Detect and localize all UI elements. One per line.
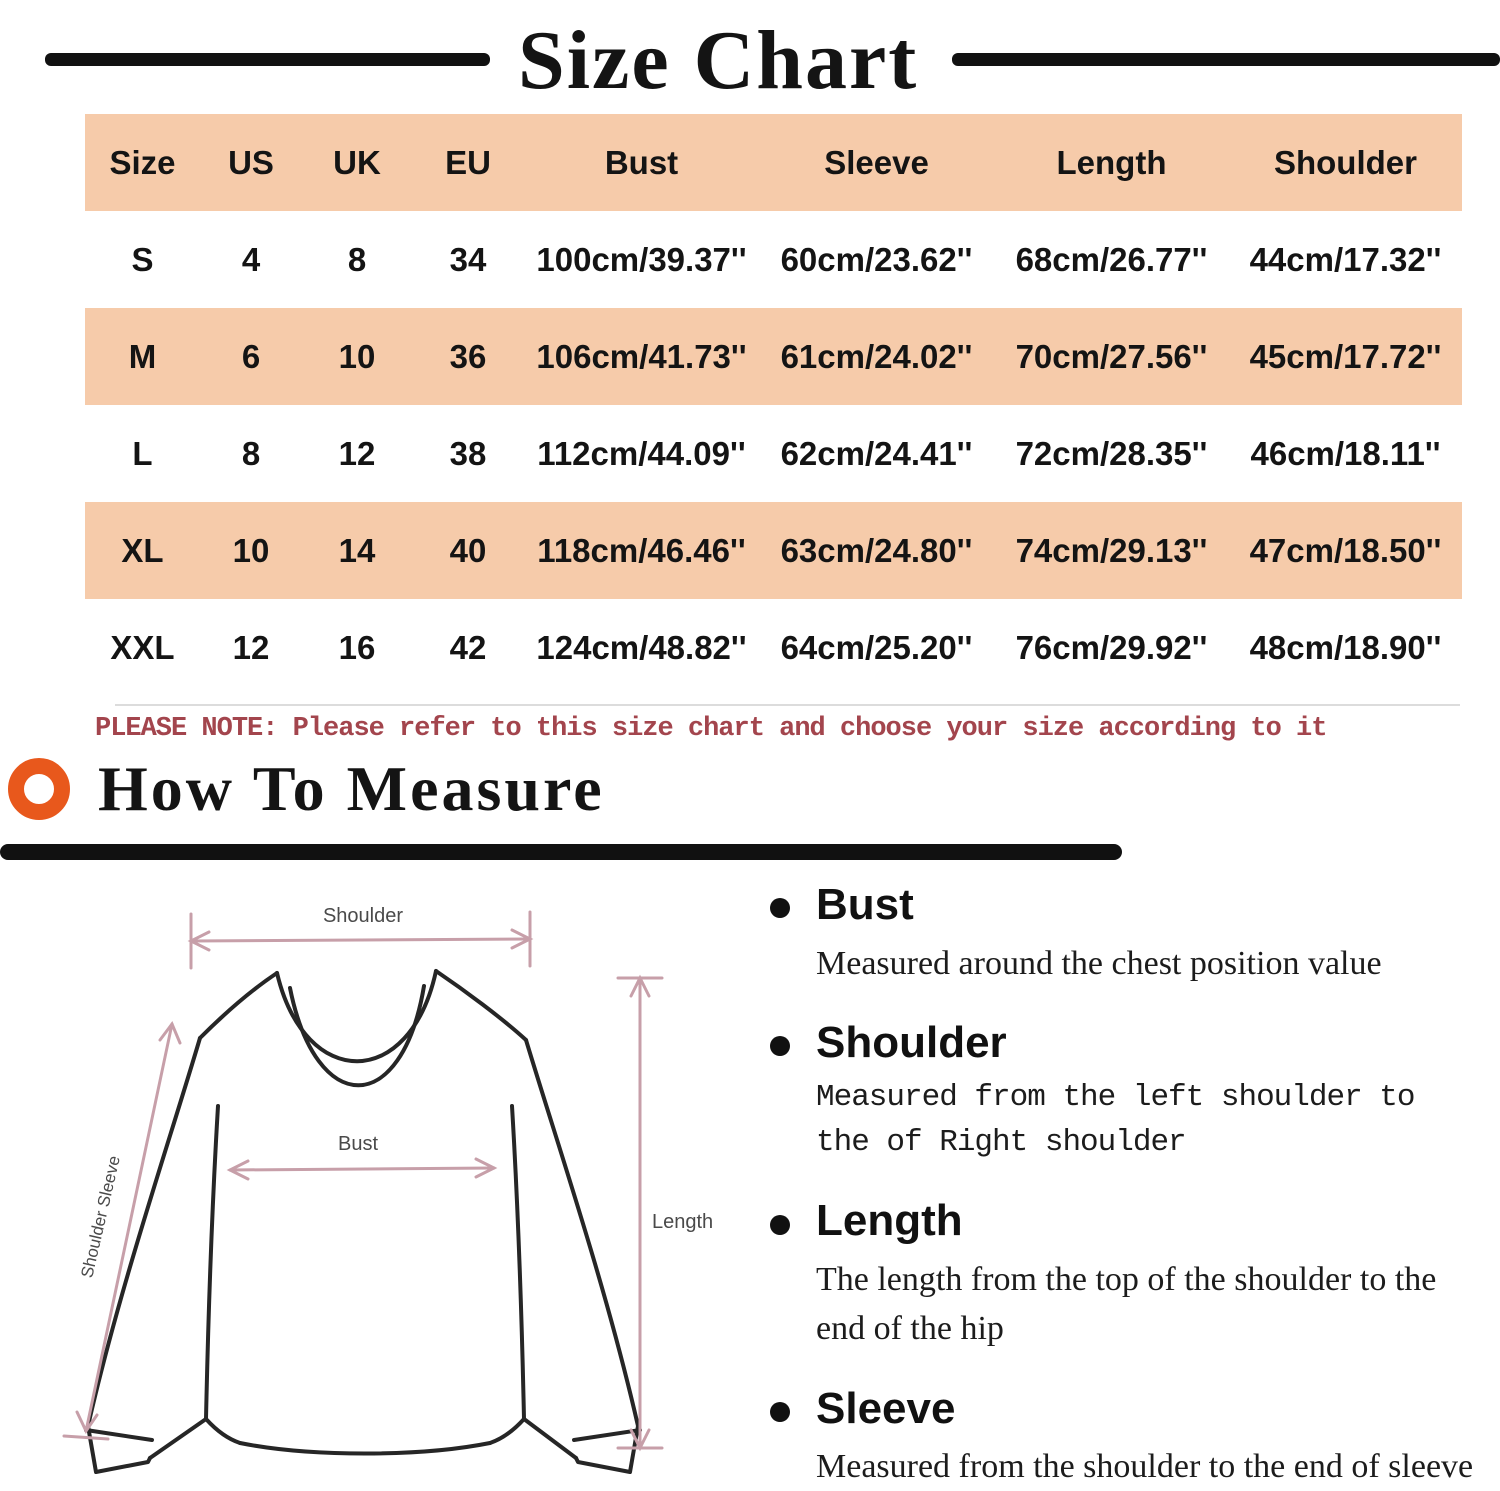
measure-item-bust — [760, 880, 1490, 988]
measure-list — [760, 866, 1500, 1486]
bullet-dot-icon — [770, 1402, 790, 1422]
how-to-measure-title: How To Measure — [98, 753, 605, 824]
table-header-row — [85, 114, 1462, 211]
cell: M — [128, 337, 157, 375]
cell: 12 — [338, 434, 376, 472]
col-header-us: US — [228, 143, 274, 181]
cell: 124cm/48.82'' — [536, 628, 747, 666]
cell: 112cm/44.09'' — [537, 434, 746, 472]
cell: 6 — [241, 337, 261, 375]
cell: 16 — [338, 628, 376, 666]
table-row-xxl — [85, 599, 1462, 696]
cell: 106cm/41.73'' — [536, 337, 747, 375]
cell: 34 — [449, 240, 487, 278]
col-header-length: Length — [1056, 143, 1167, 181]
bust-arrow — [230, 1133, 494, 1179]
measure-item-desc: Measured from the left shoulder to the of Right shoulder — [816, 1080, 1415, 1161]
ring-icon — [8, 758, 70, 820]
cell: 72cm/28.35'' — [1015, 434, 1208, 472]
size-note: PLEASE NOTE: Please refer to this size chart and choose your size according to it — [95, 714, 1327, 744]
cell: 38 — [449, 434, 487, 472]
cell: 62cm/24.41'' — [780, 434, 973, 472]
title-rule-left — [45, 53, 490, 66]
measure-item-desc: Measured around the chest position value — [816, 944, 1382, 982]
cell: 48cm/18.90'' — [1249, 628, 1442, 666]
table-row-l — [85, 405, 1462, 502]
length-arrow — [618, 978, 713, 1448]
cell: XL — [121, 531, 164, 569]
col-header-eu: EU — [445, 143, 491, 181]
bust-arrow-label: Bust — [337, 1133, 379, 1155]
bullet-dot-icon — [770, 898, 790, 918]
col-header-sleeve: Sleeve — [824, 143, 929, 181]
title-row — [0, 0, 1500, 108]
cell: 68cm/26.77'' — [1015, 240, 1208, 278]
measure-item-sleeve — [760, 1384, 1490, 1491]
cell: 74cm/29.13'' — [1015, 531, 1208, 569]
cell: 44cm/17.32'' — [1249, 240, 1442, 278]
measure-item-desc: Measured from the shoulder to the end of sleeve — [816, 1448, 1474, 1486]
table-row-s — [85, 211, 1462, 308]
cell: 118cm/46.46'' — [537, 531, 746, 569]
measure-section — [0, 866, 1500, 1486]
table-bottom-rule — [115, 704, 1460, 706]
bullet-dot-icon — [770, 1215, 790, 1235]
cell: 70cm/27.56'' — [1015, 337, 1208, 375]
measure-item-shoulder — [760, 1018, 1490, 1166]
cell: XXL — [110, 628, 175, 666]
cell: 46cm/18.11'' — [1250, 434, 1441, 472]
cell: 60cm/23.62'' — [780, 240, 973, 278]
cell: 45cm/17.72'' — [1249, 337, 1442, 375]
measure-item-title: Bust — [816, 880, 914, 929]
heading-underline — [0, 844, 1122, 860]
measure-item-title: Sleeve — [816, 1383, 956, 1433]
sweater-outline — [86, 971, 640, 1472]
measure-item-length — [760, 1196, 1490, 1353]
shoulder-sleeve-arrow-label: Shoulder Sleeve — [77, 1153, 124, 1280]
page-title: Size Chart — [518, 14, 919, 107]
sweater-diagram-svg — [0, 866, 760, 1476]
measure-item-title: Shoulder — [816, 1017, 1007, 1067]
measure-item-desc: The length from the top of the shoulder to the end of the hip — [816, 1260, 1437, 1348]
shoulder-sleeve-arrow — [64, 1024, 180, 1439]
table-row-m — [85, 308, 1462, 405]
table-row-xl — [85, 502, 1462, 599]
cell: S — [131, 240, 154, 278]
cell: 36 — [449, 337, 487, 375]
cell: L — [132, 434, 153, 472]
cell: 47cm/18.50'' — [1249, 531, 1442, 569]
cell: 76cm/29.92'' — [1015, 628, 1208, 666]
col-header-bust: Bust — [604, 143, 679, 181]
title-rule-right — [952, 53, 1500, 66]
cell: 40 — [449, 531, 487, 569]
cell: 64cm/25.20'' — [780, 628, 973, 666]
cell: 63cm/24.80'' — [780, 531, 973, 569]
how-to-measure-heading — [0, 746, 1500, 832]
cell: 8 — [347, 240, 367, 278]
bullet-dot-icon — [770, 1036, 790, 1056]
shoulder-arrow-label: Shoulder — [322, 905, 404, 927]
col-header-size: Size — [109, 143, 176, 181]
cell: 10 — [338, 337, 376, 375]
shoulder-arrow — [191, 905, 530, 968]
cell: 4 — [241, 240, 261, 278]
sweater-diagram — [0, 866, 760, 1476]
size-table — [85, 114, 1462, 696]
cell: 10 — [232, 531, 270, 569]
cell: 61cm/24.02'' — [780, 337, 973, 375]
col-header-shoulder: Shoulder — [1273, 143, 1417, 181]
cell: 100cm/39.37'' — [536, 240, 747, 278]
col-header-uk: UK — [333, 143, 381, 181]
cell: 42 — [449, 628, 487, 666]
cell: 12 — [232, 628, 270, 666]
length-arrow-label: Length — [652, 1211, 714, 1233]
cell: 14 — [338, 531, 376, 569]
measure-item-title: Length — [816, 1196, 963, 1246]
cell: 8 — [241, 434, 261, 472]
